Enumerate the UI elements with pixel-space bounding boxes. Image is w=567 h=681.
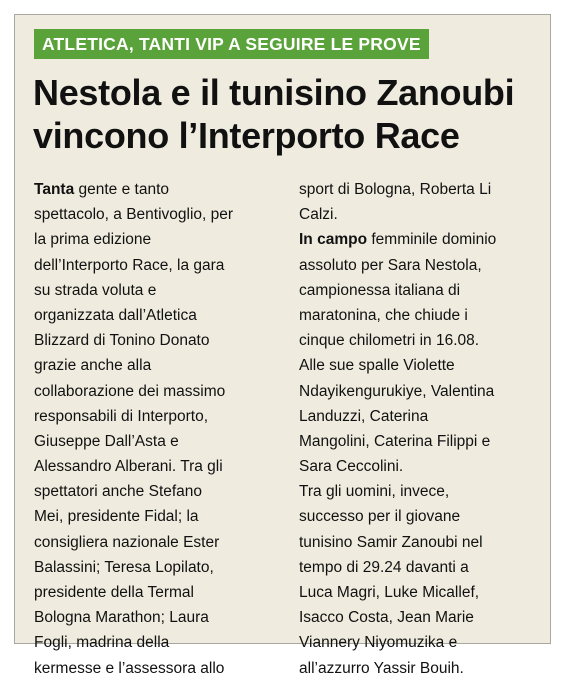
- text-line: [299, 555, 544, 580]
- text-line: [34, 303, 269, 328]
- line-text: assoluto per Sara Nestola,: [299, 256, 482, 274]
- line-text: Balassini; Teresa Lopilato,: [34, 558, 214, 576]
- line-text: presidente della Termal: [34, 584, 194, 601]
- text-line: [299, 303, 544, 328]
- text-line: [34, 580, 269, 605]
- text-line: [299, 353, 544, 378]
- text-line: [34, 353, 269, 378]
- line-text: Landuzzi, Caterina: [299, 407, 429, 425]
- text-line: [34, 379, 269, 404]
- line-text: grazie anche alla: [34, 357, 152, 375]
- line-text: all’azzurro Yassir Bouih.: [299, 659, 464, 677]
- line-text: Giuseppe Dall’Asta e: [34, 432, 179, 450]
- line-text: Calzi.: [299, 206, 338, 224]
- text-line: [299, 580, 544, 605]
- text-line: [34, 504, 269, 529]
- text-line: [299, 177, 544, 202]
- line-text: collaborazione dei massimo: [34, 382, 226, 400]
- text-line: [299, 630, 544, 655]
- line-text: sport di Bologna, Roberta Li: [299, 181, 492, 198]
- article-clipping: [14, 14, 551, 677]
- line-text: su strada voluta e: [34, 281, 157, 299]
- text-line: [34, 227, 269, 252]
- text-line: [299, 454, 544, 479]
- text-column-right: [299, 177, 544, 681]
- line-text: kermesse e l’assessora allo: [34, 659, 225, 677]
- line-text: Fogli, madrina della: [34, 634, 170, 652]
- line-text: femminile dominio: [367, 231, 497, 249]
- line-text: campionessa italiana di: [299, 281, 461, 299]
- line-text: tempo di 29.24 davanti a: [299, 558, 469, 576]
- line-text: cinque chilometri in 16.08.: [299, 332, 480, 350]
- text-line: [34, 454, 269, 479]
- text-line: [34, 177, 269, 202]
- text-line: [34, 605, 269, 630]
- text-line: [299, 202, 544, 227]
- text-line: [299, 479, 544, 504]
- text-line: [299, 504, 544, 529]
- line-text: Bologna Marathon; Laura: [34, 609, 209, 627]
- line-text: Mangolini, Caterina Filippi e: [299, 432, 491, 450]
- text-line: [299, 605, 544, 630]
- line-text: Luca Magri, Luke Micallef,: [299, 584, 480, 601]
- text-line: [34, 429, 269, 454]
- text-line: [34, 530, 269, 555]
- kicker-label: ATLETICA, TANTI VIP A SEGUIRE LE PROVE: [34, 29, 429, 59]
- line-text: Ndayikengurukiye, Valentina: [299, 382, 495, 400]
- line-text: organizzata dall’Atletica: [34, 306, 197, 324]
- text-line: [299, 227, 544, 252]
- line-text: Blizzard di Tonino Donato: [34, 332, 210, 350]
- line-text: gente e tanto: [74, 181, 170, 198]
- line-text: spettacolo, a Bentivoglio, per: [34, 206, 234, 224]
- line-text: Alle sue spalle Violette: [299, 357, 455, 375]
- text-line: [299, 278, 544, 303]
- line-text: Mei, presidente Fidal; la: [34, 508, 199, 526]
- text-line: [34, 253, 269, 278]
- text-line: [34, 328, 269, 353]
- headline-line: Nestola e il tunisino Zanoubi: [33, 72, 515, 113]
- text-line: [34, 555, 269, 580]
- text-column-left: [34, 177, 269, 681]
- line-text: dell’Interporto Race, la gara: [34, 256, 225, 274]
- text-line: [34, 278, 269, 303]
- headline: [33, 71, 538, 157]
- line-text: Viannery Niyomuzika e: [299, 634, 458, 652]
- line-text: tunisino Samir Zanoubi nel: [299, 533, 483, 551]
- text-line: [299, 429, 544, 454]
- line-text: Tra gli uomini, invece,: [299, 483, 450, 501]
- line-text: maratonina, che chiude i: [299, 306, 468, 324]
- lead-in-bold: Tanta: [34, 181, 75, 198]
- line-text: Sara Ceccolini.: [299, 458, 404, 476]
- text-line: [299, 253, 544, 278]
- text-line: [34, 479, 269, 504]
- line-text: consigliera nazionale Ester: [34, 533, 220, 551]
- lead-in-bold: In campo: [299, 231, 368, 249]
- text-line: [34, 202, 269, 227]
- text-line: [34, 404, 269, 429]
- text-line: [299, 530, 544, 555]
- line-text: Isacco Costa, Jean Marie: [299, 609, 474, 627]
- line-text: la prima edizione: [34, 231, 152, 249]
- text-line: [299, 379, 544, 404]
- line-text: responsabili di Interporto,: [34, 407, 209, 425]
- text-line: [299, 656, 544, 681]
- text-line: [299, 328, 544, 353]
- line-text: spettatori anche Stefano: [34, 483, 203, 501]
- line-text: Alessandro Alberani. Tra gli: [34, 458, 223, 476]
- text-line: [34, 630, 269, 655]
- text-line: [299, 404, 544, 429]
- headline-line: vincono l’Interporto Race: [33, 115, 460, 156]
- text-line: [34, 656, 269, 681]
- line-text: successo per il giovane: [299, 508, 461, 526]
